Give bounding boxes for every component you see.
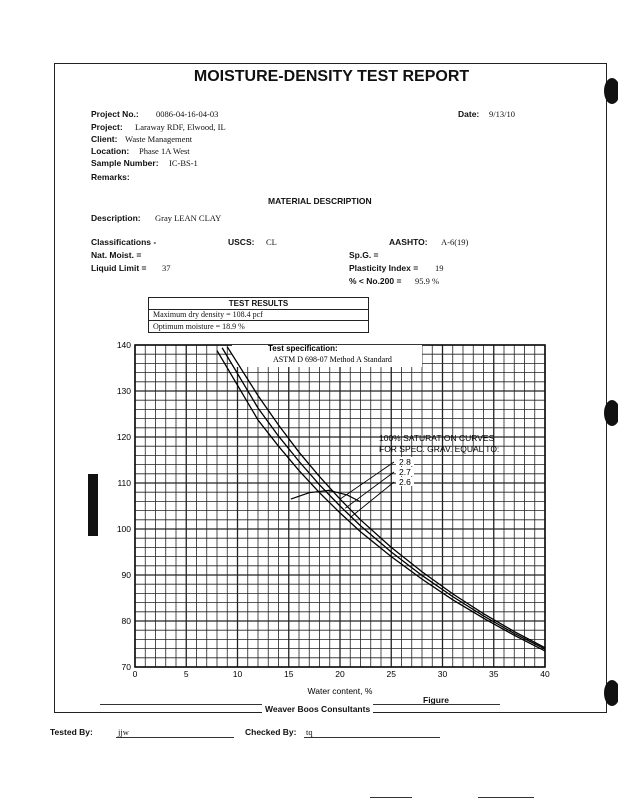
project-no: 0086-04-16-04-03 [156, 109, 219, 119]
sat-title-2: FOR SPEC. GRAV. EQUAL TO: [379, 444, 500, 454]
spg-label: Sp.G. = [349, 250, 379, 260]
y-tick-label: 120 [116, 432, 131, 442]
tested-by-line [116, 737, 234, 738]
y-tick-label: 140 [116, 340, 131, 350]
client-value: Waste Management [125, 134, 193, 144]
figure-label: Figure [423, 695, 449, 705]
x-tick-label: 0 [132, 669, 138, 679]
aashto-label: AASHTO: [389, 237, 428, 247]
x-tick-label: 25 [386, 669, 396, 679]
y-tick-label: 70 [121, 662, 131, 672]
checked-by-value: tq [306, 727, 313, 737]
remarks-label: Remarks: [91, 172, 130, 182]
max-density: Maximum dry density = 108.4 pcf [149, 309, 368, 321]
checked-by-line [304, 737, 440, 738]
x-tick-label: 40 [540, 669, 550, 679]
sample-value: IC-BS-1 [169, 158, 198, 168]
spec-label: Test specification: [268, 344, 338, 353]
report-title: MOISTURE-DENSITY TEST REPORT [193, 68, 470, 85]
x-tick-label: 10 [232, 669, 243, 679]
punch-hole-top [604, 78, 618, 104]
location-value: Phase 1A West [139, 146, 190, 156]
sat-label-2.7: 2.7 [399, 467, 411, 477]
tested-by-value: jjw [118, 727, 129, 737]
saturation-curve-2.7 [222, 348, 545, 649]
location-label: Location: [91, 146, 130, 156]
x-tick-label: 5 [183, 669, 189, 679]
project-value: Laraway RDF, Elwood, IL [135, 122, 226, 132]
scan-line-1 [370, 797, 412, 798]
y-tick-label: 80 [121, 616, 131, 626]
test-results-heading: TEST RESULTS [149, 298, 368, 310]
scan-line-2 [478, 797, 534, 798]
tested-by-label: Tested By: [50, 727, 93, 737]
x-tick-label: 15 [284, 669, 294, 679]
x-tick-label: 35 [489, 669, 499, 679]
y-tick-label: 90 [121, 570, 131, 580]
date-label: Date: [458, 109, 480, 119]
project-no-label: Project No.: [91, 109, 139, 119]
sat-leader-2.8 [340, 462, 394, 499]
spec-value: ASTM D 698-07 Method A Standard [273, 355, 392, 364]
no200-value: 95.9 % [415, 276, 440, 286]
uscs-label: USCS: [228, 237, 255, 247]
punch-hole-bottom [604, 680, 618, 706]
sat-title-1: 100% SATURATION CURVES [379, 433, 495, 443]
y-tick-label: 100 [116, 524, 131, 534]
x-tick-label: 30 [437, 669, 448, 679]
optimum-moisture: Optimum moisture = 18.9 % [153, 322, 245, 331]
client-label: Client: [91, 134, 118, 144]
aashto-value: A-6(19) [441, 237, 469, 247]
checked-by-label: Checked By: [245, 727, 297, 737]
company-name: Weaver Boos Consultants [262, 704, 373, 714]
description-label: Description: [91, 213, 141, 223]
material-heading: MATERIAL DESCRIPTION [268, 196, 372, 206]
liquid-limit-value: 37 [162, 263, 171, 273]
y-tick-label: 110 [117, 478, 131, 488]
punch-hole-middle [604, 400, 618, 426]
sat-label-2.8: 2.8 [399, 457, 411, 467]
uscs-value: CL [266, 237, 277, 247]
y-tick-label: 130 [116, 386, 131, 396]
nat-moist-label: Nat. Moist. = [91, 250, 142, 260]
sample-label: Sample Number: [91, 158, 159, 168]
sat-label-2.6: 2.6 [399, 477, 411, 487]
saturation-labels [340, 457, 414, 518]
x-axis-label: Water content, % [307, 686, 373, 696]
plasticity-value: 19 [435, 263, 444, 273]
scan-bar [88, 474, 98, 536]
project-label: Project: [91, 122, 123, 132]
classifications-label: Classifications - [91, 237, 157, 247]
no200-label: % < No.200 = [349, 276, 402, 286]
x-tick-label: 20 [335, 669, 345, 679]
plasticity-label: Plasticity Index = [349, 263, 419, 273]
liquid-limit-label: Liquid Limit = [91, 263, 147, 273]
description-value: Gray LEAN CLAY [155, 213, 222, 223]
date-value: 9/13/10 [489, 109, 515, 119]
